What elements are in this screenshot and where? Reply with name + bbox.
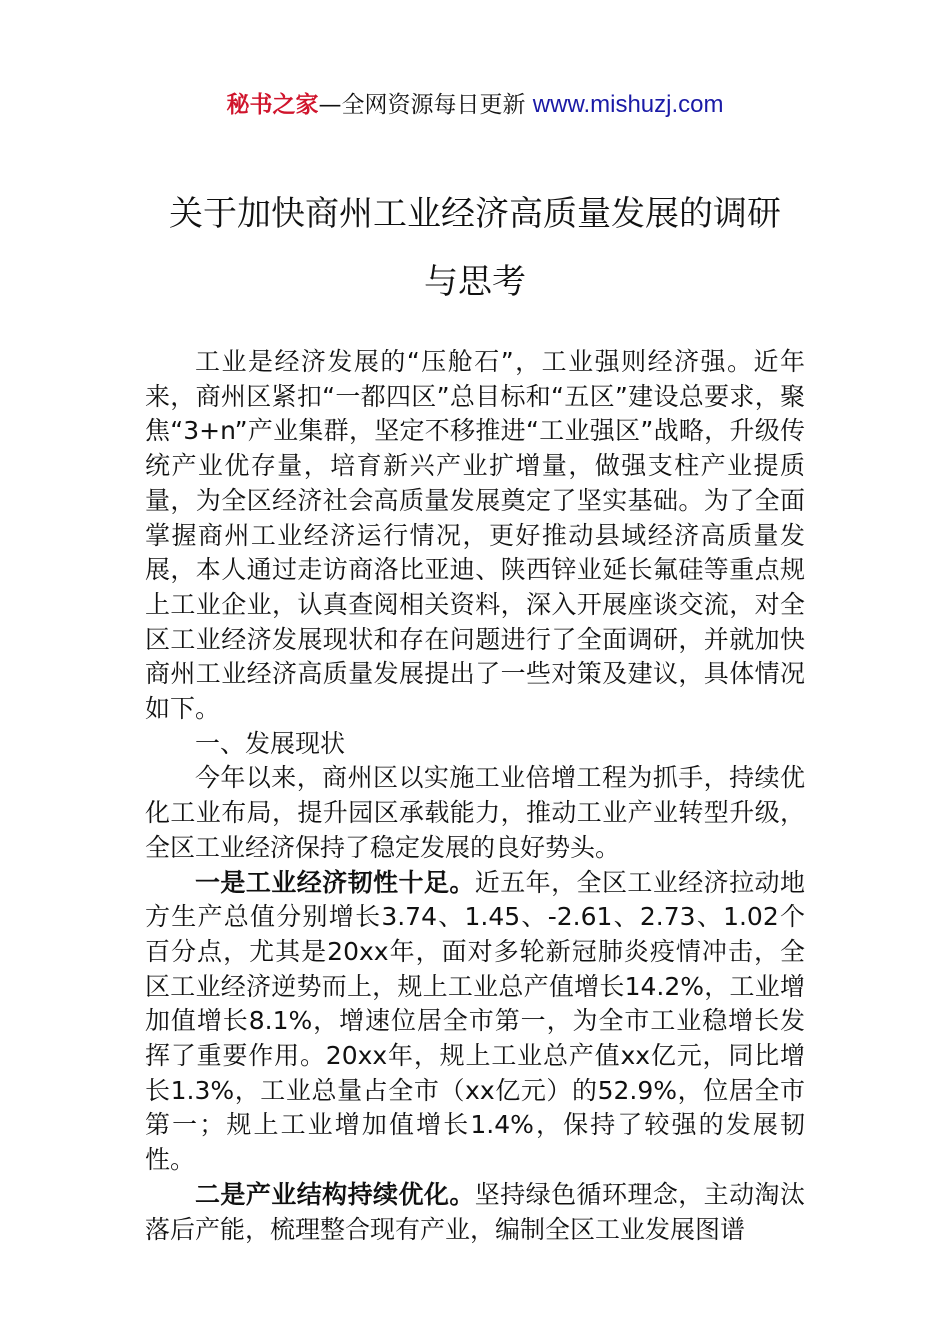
title-line-2: 与思考	[424, 262, 526, 302]
point-one-lead: 一是工业经济韧性十足。	[195, 867, 475, 897]
document-title	[120, 180, 830, 316]
site-url-link[interactable]: www.mishuzj.com	[532, 91, 724, 118]
site-brand: 秘书之家	[226, 92, 319, 118]
section-heading-status: 一、发展现状	[195, 728, 346, 758]
site-header	[0, 88, 950, 122]
document-body	[145, 345, 805, 1247]
point-two-text: 坚持绿色循环理念，主动淘汰落后产能，梳理整合现有产业，编制全区工业发展图谱	[145, 1179, 805, 1244]
point-one-paragraph	[145, 866, 805, 1178]
intro-paragraph: 工业是经济发展的“压舱石”，工业强则经济强。近年来，商州区紧扣“一都四区”总目标和“五区”建设总要求，聚焦“3+n”产业集群，坚定不移推进“工业强区”战略，升级传统产业优存量，培育新兴产业扩增量，做强支柱产业提质量，为全区经济社会高质量发展奠定了坚实基础。为了全面掌握商州工业经济运行情况，更好推动县域经济高质量发展，本人通过走访商洛比亚迪、陕西锌业延长氟硅等重点规上工业企业，认真查阅相关资料，深入开展座谈交流，对全区工业经济发展现状和存在问题进行了全面调研，并就加快商州工业经济高质量发展提出了一些对策及建议，具体情况如下。	[145, 347, 805, 724]
point-one-text: 近五年，全区工业经济拉动地方生产总值分别增长3.74、1.45、-2.61、2.73、1.02个百分点，尤其是20xx年，面对多轮新冠肺炎疫情冲击，全区工业经济逆势而上，规上工业总产值增长14.2%，工业增加值增长8.1%，增速位居全市第一，为全市工业稳增长发挥了重要作用。20xx年，规上工业总产值xx亿元，同比增长1.3%，工业总量占全市（xx亿元）的52.9%，位居全市第一；规上工业增加值增长1.4%，保持了较强的发展韧性。	[145, 867, 805, 1175]
status-overview-paragraph: 今年以来，商州区以实施工业倍增工程为抓手，持续优化工业布局，提升园区承载能力，推动工业产业转型升级，全区工业经济保持了稳定发展的良好势头。	[145, 763, 805, 862]
site-tagline: —全网资源每日更新	[318, 92, 526, 118]
title-line-1: 关于加快商州工业经济高质量发展的调研	[169, 194, 781, 234]
point-two-paragraph	[145, 1178, 805, 1247]
point-two-lead: 二是产业结构持续优化。	[195, 1179, 475, 1209]
